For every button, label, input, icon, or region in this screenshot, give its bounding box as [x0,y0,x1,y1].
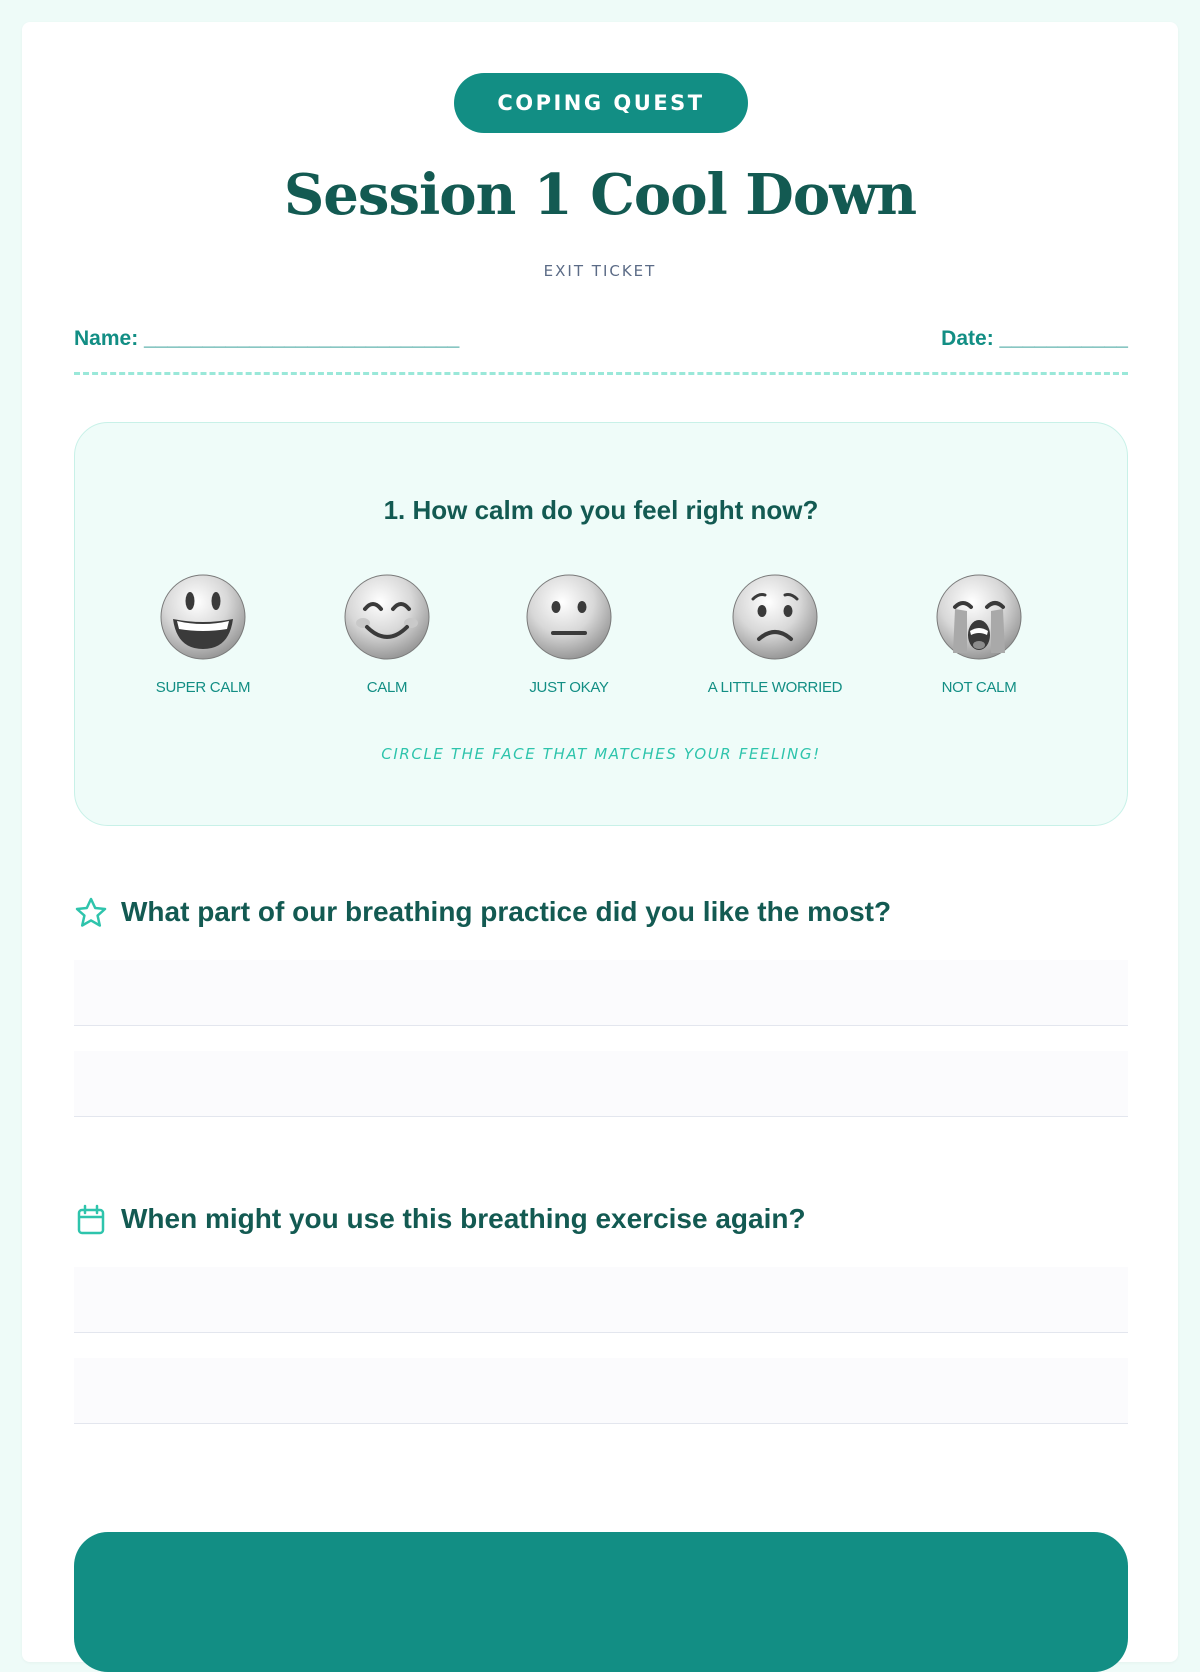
rating-option-not-calm[interactable] [879,573,1079,696]
page-subtitle: EXIT TICKET [543,262,657,280]
worried-face-icon [731,573,819,661]
neutral-face-icon [525,573,613,661]
date-field[interactable]: Date: ___________ [941,327,1128,350]
smiling-face-icon [343,573,431,661]
rating-hint: CIRCLE THE FACE THAT MATCHES YOUR FEELING! [381,745,821,763]
rating-question: 1. How calm do you feel right now? [383,495,819,525]
grinning-face-icon [159,573,247,661]
rating-option-just-okay[interactable] [469,573,669,696]
question-favorite-part [74,894,1128,1117]
option-label: SUPER CALM [155,679,251,696]
closing-banner [74,1532,1128,1672]
answer-line[interactable] [74,960,1128,1026]
star-icon [74,896,108,935]
answer-line[interactable] [74,1267,1128,1333]
calm-rating-card [74,422,1128,826]
dashed-divider [74,372,1128,375]
coping-quest-badge: COPING QUEST [454,73,748,133]
answer-line[interactable] [74,1358,1128,1424]
page-title: Session 1 Cool Down [283,162,917,228]
answer-line[interactable] [74,1051,1128,1117]
question-text: When might you use this breathing exercise again? [121,1203,806,1234]
rating-option-super-calm[interactable] [103,573,303,696]
rating-option-calm[interactable] [287,573,487,696]
name-field[interactable]: Name: ___________________________ [74,327,460,350]
name-date-row [74,327,1128,355]
worksheet-page [22,22,1178,1662]
option-label: JUST OKAY [529,679,609,696]
rating-option-a-little-worried[interactable] [675,573,875,696]
option-label: A LITTLE WORRIED [707,679,843,696]
question-use-again [74,1201,1128,1424]
calendar-icon [74,1203,108,1242]
question-text: What part of our breathing practice did you like the most? [121,896,892,927]
option-label: CALM [366,679,408,696]
crying-face-icon [935,573,1023,661]
option-label: NOT CALM [941,679,1017,696]
